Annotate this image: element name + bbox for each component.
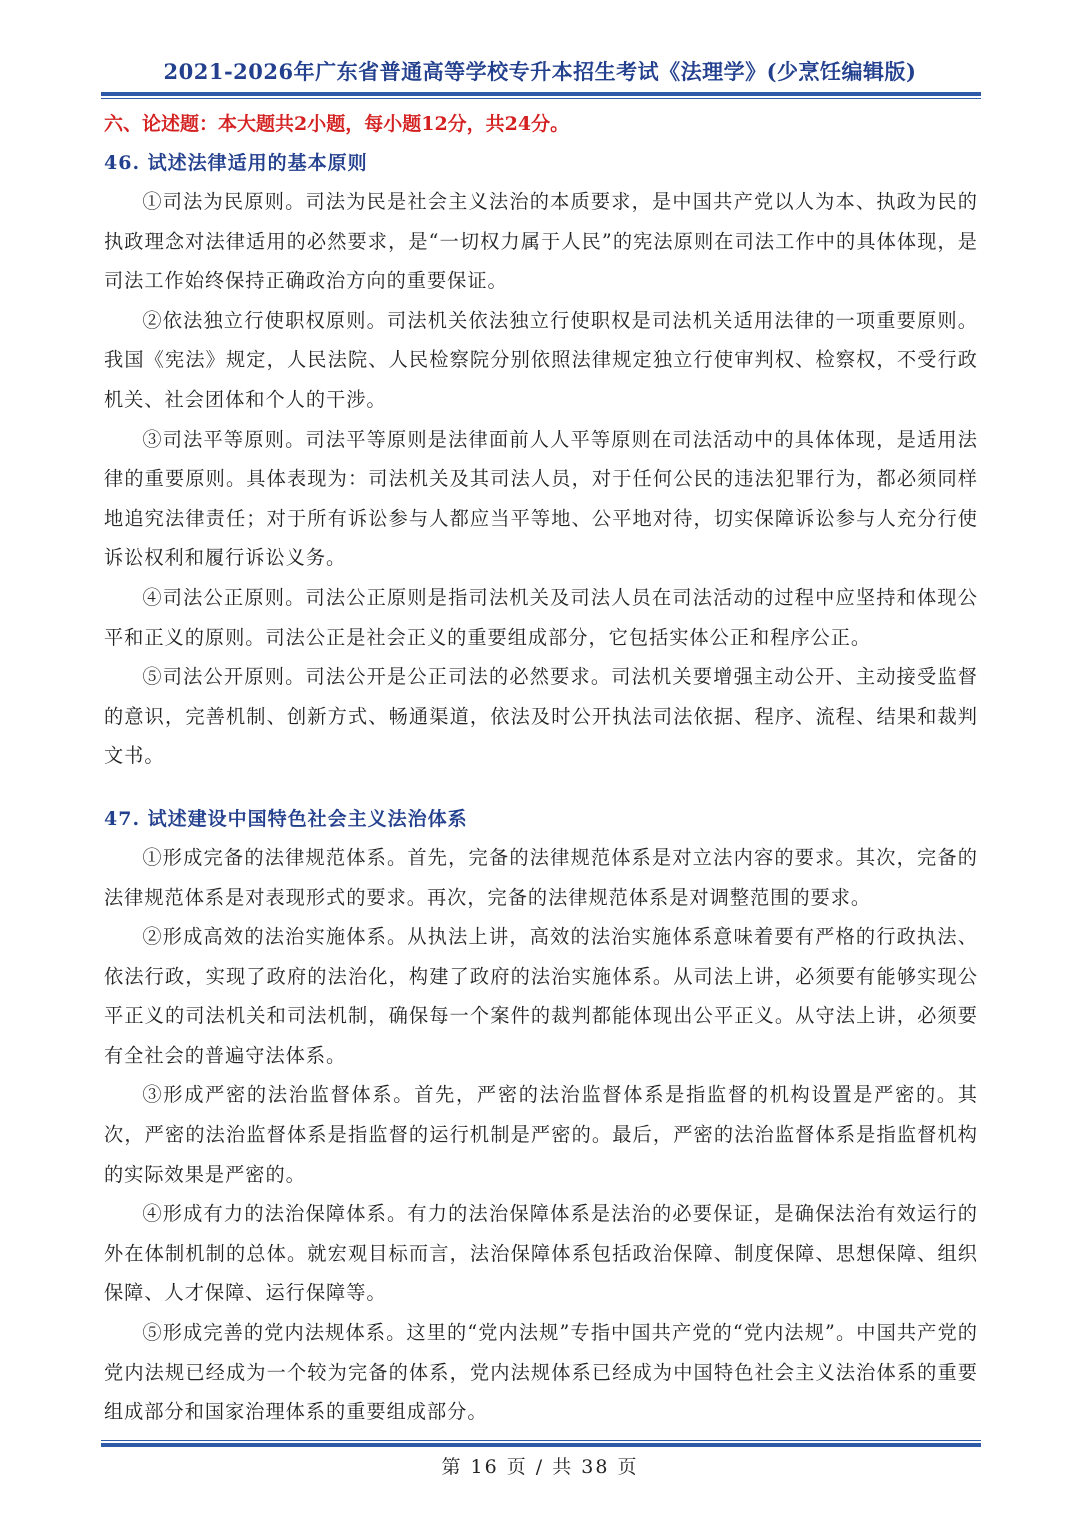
page-content bbox=[104, 109, 978, 1432]
header-rule-thin bbox=[101, 98, 981, 99]
header-rule-thick bbox=[101, 92, 981, 96]
answer-paragraph: ⑤司法公开原则。司法公开是公正司法的必然要求。司法机关要增强主动公开、主动接受监督的意识，完善机制、创新方式、畅通渠道，依法及时公开执法司法依据、程序、流程、结果和裁判文书。 bbox=[104, 665, 978, 768]
answer-paragraph: ②形成高效的法治实施体系。从执法上讲，高效的法治实施体系意味着要有严格的行政执法、依法行政，实现了政府的法治化，构建了政府的法治实施体系。从司法上讲，必须要有能够实现公平正义的司法机关和司法机制，确保每一个案件的裁判都能体现出公平正义。从守法上讲，必须要有全社会的普遍守法体系。 bbox=[104, 925, 978, 1067]
footer-rule-thick bbox=[101, 1443, 981, 1447]
question-heading: 47. 试述建设中国特色社会主义法治体系 bbox=[104, 807, 468, 830]
answer-paragraph: ③司法平等原则。司法平等原则是法律面前人人平等原则在司法活动中的具体体现，是适用法律的重要原则。具体表现为：司法机关及其司法人员，对于任何公民的违法犯罪行为，都必须同样地追究法律责任；对于所有诉讼参与人都应当平等地、公平地对待，切实保障诉讼参与人充分行使诉讼权利和履行诉讼义务。 bbox=[104, 427, 978, 570]
answer-paragraph: ②依法独立行使职权原则。司法机关依法独立行使职权是司法机关适用法律的一项重要原则。我国《宪法》规定，人民法院、人民检察院分别依照法律规定独立行使审判权、检察权，不受行政机关、社会团体和个人的干涉。 bbox=[104, 308, 978, 411]
page-header-title: 2021-2026年广东省普通高等学校专升本招生考试《法理学》(少烹饪编辑版) bbox=[163, 59, 917, 84]
answer-paragraph: ①形成完备的法律规范体系。首先，完备的法律规范体系是对立法内容的要求。其次，完备的法律规范体系是对表现形式的要求。再次，完备的法律规范体系是对调整范围的要求。 bbox=[104, 845, 978, 909]
section-heading: 六、论述题：本大题共2小题，每小题12分，共24分。 bbox=[104, 113, 570, 135]
answer-paragraph: ③形成严密的法治监督体系。首先，严密的法治监督体系是指监督的机构设置是严密的。其次，严密的法治监督体系是指监督的运行机制是严密的。最后，严密的法治监督体系是指监督机构的实际效果是严密的。 bbox=[104, 1083, 978, 1186]
page-number: 第 16 页 / 共 38 页 bbox=[441, 1456, 639, 1478]
question-heading: 46. 试述法律适用的基本原则 bbox=[104, 152, 368, 174]
question-47 bbox=[104, 804, 978, 1432]
answer-paragraph: ④司法公正原则。司法公正原则是指司法机关及司法人员在司法活动的过程中应坚持和体现公平和正义的原则。司法公正是社会正义的重要组成部分，它包括实体公正和程序公正。 bbox=[104, 585, 978, 649]
footer-rule-thin bbox=[101, 1440, 981, 1441]
answer-paragraph: ⑤形成完善的党内法规体系。这里的“党内法规”专指中国共产党的“党内法规”。中国共产党的党内法规已经成为一个较为完备的体系，党内法规体系已经成为中国特色社会主义法治体系的重要组成部分和国家治理体系的重要组成部分。 bbox=[104, 1321, 978, 1424]
answer-paragraph: ④形成有力的法治保障体系。有力的法治保障体系是法治的必要保证，是确保法治有效运行的外在体制机制的总体。就宏观目标而言，法治保障体系包括政治保障、制度保障、思想保障、组织保障、人才保障、运行保障等。 bbox=[104, 1202, 978, 1305]
answer-paragraph: ①司法为民原则。司法为民是社会主义法治的本质要求，是中国共产党以人为本、执政为民的执政理念对法律适用的必然要求，是“一切权力属于人民”的宪法原则在司法工作中的具体体现，是司法工作始终保持正确政治方向的重要保证。 bbox=[104, 190, 978, 293]
question-46 bbox=[104, 148, 978, 776]
